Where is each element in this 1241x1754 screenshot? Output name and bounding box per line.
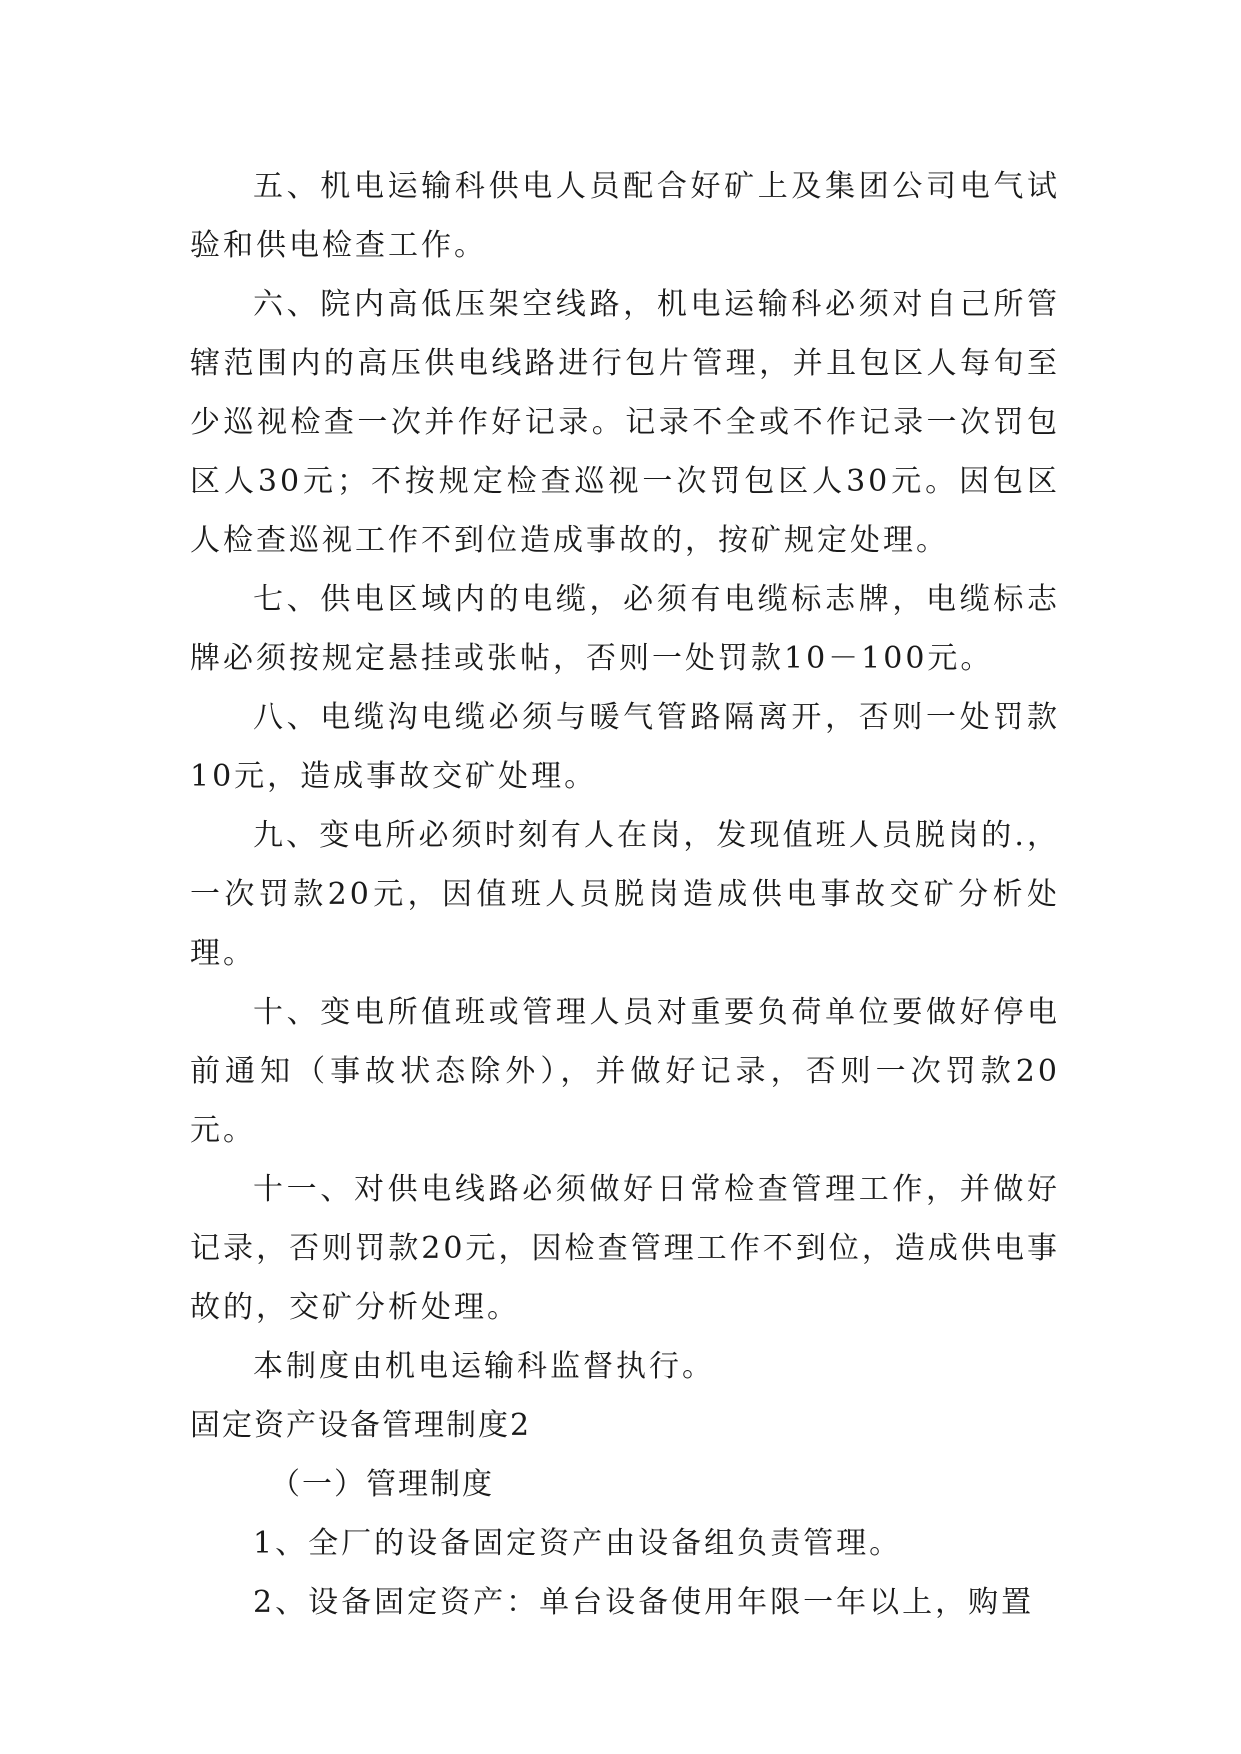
paragraph-10: 十、变电所值班或管理人员对重要负荷单位要做好停电前通知（事故状态除外），并做好记录，否则一次罚款20元。 (190, 995, 1060, 1148)
subsection-title: （一）管理制度 (270, 1467, 494, 1502)
paragraph-11: 十一、对供电线路必须做好日常检查管理工作，并做好记录，否则罚款20元，因检查管理工作不到位，造成供电事故的，交矿分析处理。 (190, 1172, 1060, 1325)
paragraph-6: 六、院内高低压架空线路，机电运输科必须对自己所管辖范围内的高压供电线路进行包片管理，并且包区人每旬至少巡视检查一次并作好记录。记录不全或不作记录一次罚包区人30元；不按规定检查巡视一次罚包区人30元。因包区人检查巡视工作不到位造成事故的，按矿规定处理。 (190, 287, 1060, 558)
paragraph-7: 七、供电区域内的电缆，必须有电缆标志牌，电缆标志牌必须按规定悬挂或张帖，否则一处罚款10－100元。 (190, 582, 1060, 676)
paragraph-5: 五、机电运输科供电人员配合好矿上及集团公司电气试验和供电检查工作。 (190, 169, 1060, 263)
list-item: 2、设备固定资产：单台设备使用年限一年以上，购置 (253, 1585, 1035, 1620)
paragraph-closing: 本制度由机电运输科监督执行。 (253, 1349, 715, 1384)
paragraph-8: 八、电缆沟电缆必须与暖气管路隔离开，否则一处罚款10元，造成事故交矿处理。 (190, 700, 1060, 794)
list-item: 1、全厂的设备固定资产由设备组负责管理。 (253, 1526, 903, 1561)
section-title: 固定资产设备管理制度2 (190, 1408, 532, 1443)
paragraph-9: 九、变电所必须时刻有人在岗，发现值班人员脱岗的.，一次罚款20元，因值班人员脱岗造成供电事故交矿分析处理。 (190, 818, 1060, 971)
document-body (190, 157, 1060, 1632)
